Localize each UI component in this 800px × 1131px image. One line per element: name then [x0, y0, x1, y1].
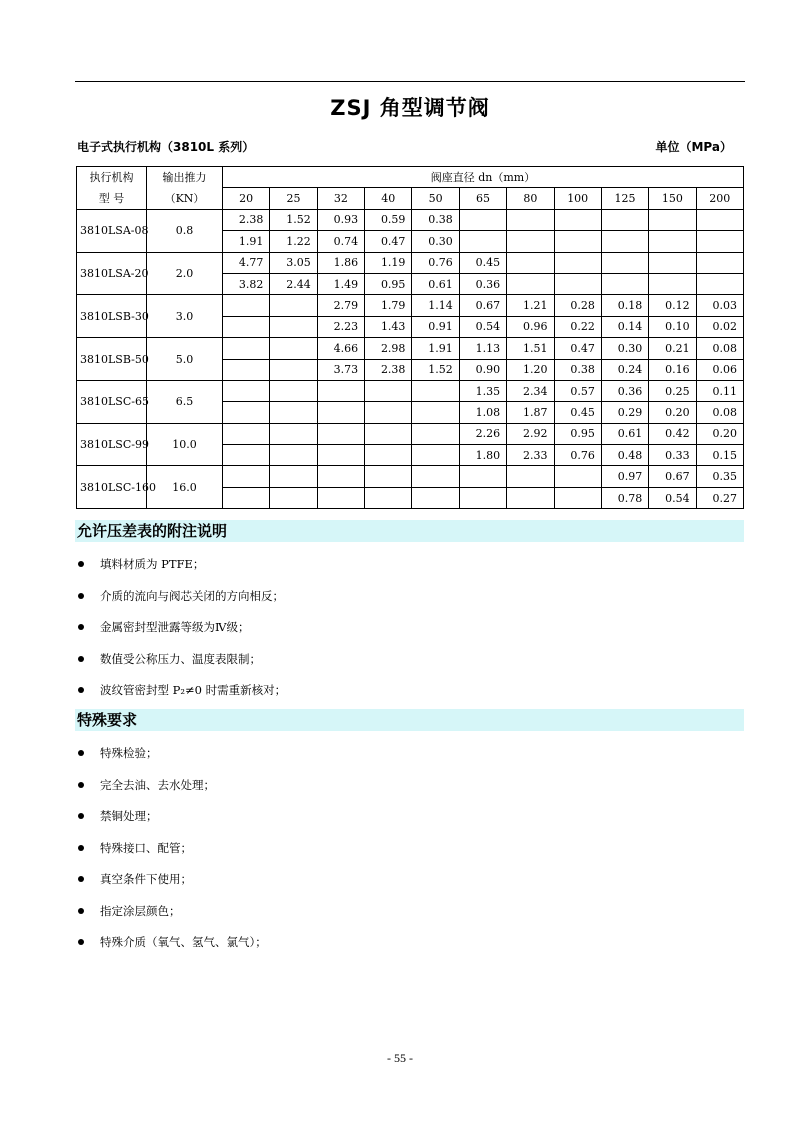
pressure-cell: 1.13 — [459, 338, 506, 359]
table-row — [77, 466, 744, 487]
pressure-cell: 1.08 — [459, 402, 506, 423]
pressure-cell — [223, 359, 270, 380]
pressure-cell: 1.35 — [459, 380, 506, 401]
pressure-cell: 0.91 — [412, 316, 459, 337]
pressure-table — [76, 166, 744, 509]
list-item-text: 填料材质为 PTFE； — [100, 557, 205, 571]
bullet-icon — [78, 656, 84, 662]
pressure-cell: 0.95 — [554, 423, 601, 444]
pressure-cell — [696, 209, 743, 230]
pressure-cell — [412, 487, 459, 508]
pressure-cell: 0.10 — [649, 316, 696, 337]
list-item-text: 数值受公称压力、温度表限制； — [100, 651, 261, 666]
page-title: ZSJ 角型调节阀 — [330, 96, 490, 120]
pressure-cell: 0.74 — [317, 231, 364, 252]
list-item — [77, 745, 267, 777]
pressure-cell: 0.24 — [601, 359, 648, 380]
pressure-cell — [507, 231, 554, 252]
list-item-text: 指定涂层颜色； — [100, 903, 181, 918]
pressure-cell: 0.20 — [649, 402, 696, 423]
pressure-cell: 2.26 — [459, 423, 506, 444]
pressure-cell — [317, 402, 364, 423]
pressure-cell — [317, 487, 364, 508]
pressure-cell: 1.52 — [412, 359, 459, 380]
dn-header-cell: 25 — [270, 188, 317, 209]
pressure-cell: 1.49 — [317, 273, 364, 294]
table-row — [77, 423, 744, 444]
pressure-cell: 0.45 — [459, 252, 506, 273]
pressure-cell: 0.16 — [649, 359, 696, 380]
table-row — [77, 338, 744, 359]
pressure-cell: 2.98 — [365, 338, 412, 359]
pressure-cell — [649, 231, 696, 252]
pressure-cell: 4.66 — [317, 338, 364, 359]
list-item — [77, 777, 267, 809]
pressure-cell — [270, 380, 317, 401]
table-row — [77, 252, 744, 273]
table-row — [77, 380, 744, 401]
pressure-cell: 0.38 — [554, 359, 601, 380]
pressure-cell — [223, 423, 270, 444]
output-force: 16.0 — [147, 466, 223, 509]
pressure-cell — [507, 487, 554, 508]
dn-header-cell: 32 — [317, 188, 364, 209]
notes-list — [77, 556, 286, 714]
pressure-cell: 1.80 — [459, 445, 506, 466]
pressure-cell: 0.54 — [649, 487, 696, 508]
bullet-icon — [78, 845, 84, 851]
pressure-cell: 2.44 — [270, 273, 317, 294]
pressure-cell: 0.59 — [365, 209, 412, 230]
pressure-cell: 0.93 — [317, 209, 364, 230]
pressure-cell: 0.35 — [696, 466, 743, 487]
header-force: 输出推力 — [147, 167, 223, 188]
page-number: - 55 - — [387, 1051, 413, 1065]
pressure-cell — [696, 273, 743, 294]
actuator-model: 3810LSB-30 — [77, 295, 147, 338]
pressure-cell — [412, 466, 459, 487]
pressure-cell — [507, 273, 554, 294]
pressure-cell: 0.25 — [649, 380, 696, 401]
header-force-unit: （KN） — [147, 188, 223, 209]
pressure-cell: 2.23 — [317, 316, 364, 337]
dn-header-cell: 125 — [601, 188, 648, 209]
pressure-cell — [223, 445, 270, 466]
pressure-cell — [223, 380, 270, 401]
list-item-text: 金属密封型泄露等级为Ⅳ级； — [100, 620, 250, 634]
pressure-cell — [554, 487, 601, 508]
pressure-cell: 0.11 — [696, 380, 743, 401]
actuator-model: 3810LSC-99 — [77, 423, 147, 466]
pressure-cell: 0.76 — [412, 252, 459, 273]
output-force: 10.0 — [147, 423, 223, 466]
pressure-cell — [601, 209, 648, 230]
pressure-cell: 2.92 — [507, 423, 554, 444]
pressure-cell: 3.05 — [270, 252, 317, 273]
pressure-cell: 0.47 — [554, 338, 601, 359]
pressure-cell — [223, 316, 270, 337]
pressure-cell — [412, 423, 459, 444]
pressure-cell — [649, 209, 696, 230]
pressure-cell: 0.08 — [696, 338, 743, 359]
list-item-text: 真空条件下使用； — [100, 872, 192, 886]
list-item-text: 特殊介质（氧气、氢气、氯气）； — [100, 935, 267, 949]
pressure-cell — [365, 445, 412, 466]
pressure-cell: 0.28 — [554, 295, 601, 316]
pressure-cell: 1.14 — [412, 295, 459, 316]
pressure-cell — [270, 316, 317, 337]
list-item — [77, 651, 286, 683]
header-actuator: 执行机构 — [77, 167, 147, 188]
pressure-cell — [223, 487, 270, 508]
actuator-model: 3810LSB-50 — [77, 338, 147, 381]
pressure-cell: 0.14 — [601, 316, 648, 337]
bullet-icon — [78, 813, 84, 819]
actuator-model: 3810LSC-160 — [77, 466, 147, 509]
pressure-cell — [223, 402, 270, 423]
pressure-cell — [601, 252, 648, 273]
pressure-cell — [554, 466, 601, 487]
pressure-cell — [412, 380, 459, 401]
pressure-cell — [459, 209, 506, 230]
pressure-cell — [554, 209, 601, 230]
pressure-cell: 0.47 — [365, 231, 412, 252]
pressure-cell: 1.91 — [223, 231, 270, 252]
pressure-cell: 2.79 — [317, 295, 364, 316]
pressure-cell: 0.36 — [601, 380, 648, 401]
pressure-cell: 0.61 — [601, 423, 648, 444]
pressure-cell — [412, 445, 459, 466]
special-heading: 特殊要求 — [77, 711, 138, 729]
pressure-cell — [365, 487, 412, 508]
pressure-cell: 0.96 — [507, 316, 554, 337]
pressure-cell: 1.87 — [507, 402, 554, 423]
table-row — [77, 295, 744, 316]
special-list — [77, 745, 267, 966]
bullet-icon — [78, 782, 84, 788]
pressure-cell: 0.30 — [412, 231, 459, 252]
bullet-icon — [78, 939, 84, 945]
pressure-cell — [317, 380, 364, 401]
table-row — [77, 209, 744, 230]
list-item — [77, 840, 267, 872]
output-force: 0.8 — [147, 209, 223, 252]
pressure-cell: 0.21 — [649, 338, 696, 359]
pressure-cell: 1.21 — [507, 295, 554, 316]
pressure-cell: 0.78 — [601, 487, 648, 508]
list-item-text: 介质的流向与阀芯关闭的方向相反； — [100, 588, 284, 603]
pressure-cell: 0.02 — [696, 316, 743, 337]
pressure-cell — [270, 487, 317, 508]
pressure-cell: 1.52 — [270, 209, 317, 230]
pressure-cell — [270, 423, 317, 444]
pressure-cell: 0.76 — [554, 445, 601, 466]
list-item-text: 波纹管密封型 P₂≠0 时需重新核对； — [100, 683, 287, 697]
pressure-cell: 0.30 — [601, 338, 648, 359]
actuator-model: 3810LSA-20 — [77, 252, 147, 295]
bullet-icon — [78, 908, 84, 914]
pressure-cell — [459, 231, 506, 252]
pressure-cell — [270, 295, 317, 316]
list-item — [77, 871, 267, 903]
dn-header-cell: 100 — [554, 188, 601, 209]
header-dn: 阀座直径 dn（mm） — [223, 167, 744, 188]
pressure-cell: 1.22 — [270, 231, 317, 252]
pressure-cell: 0.45 — [554, 402, 601, 423]
pressure-cell: 1.43 — [365, 316, 412, 337]
header-model: 型 号 — [77, 188, 147, 209]
pressure-cell: 0.54 — [459, 316, 506, 337]
pressure-cell — [412, 402, 459, 423]
pressure-cell: 0.95 — [365, 273, 412, 294]
bullet-icon — [78, 624, 84, 630]
pressure-cell — [317, 445, 364, 466]
pressure-cell — [507, 209, 554, 230]
pressure-cell — [507, 252, 554, 273]
dn-header-cell: 20 — [223, 188, 270, 209]
dn-header-cell: 40 — [365, 188, 412, 209]
pressure-cell: 0.12 — [649, 295, 696, 316]
pressure-cell: 1.86 — [317, 252, 364, 273]
list-item-text: 特殊检验； — [100, 746, 158, 760]
actuator-model: 3810LSA-08 — [77, 209, 147, 252]
dn-header-cell: 200 — [696, 188, 743, 209]
pressure-cell — [223, 338, 270, 359]
output-force: 2.0 — [147, 252, 223, 295]
pressure-cell — [601, 273, 648, 294]
bullet-icon — [78, 876, 84, 882]
pressure-cell — [270, 466, 317, 487]
dn-header-cell: 50 — [412, 188, 459, 209]
pressure-cell: 2.38 — [365, 359, 412, 380]
list-item — [77, 808, 267, 840]
pressure-cell: 1.91 — [412, 338, 459, 359]
list-item-text: 禁铜处理； — [100, 809, 158, 823]
pressure-cell: 0.29 — [601, 402, 648, 423]
pressure-cell: 0.27 — [696, 487, 743, 508]
list-item — [77, 556, 286, 588]
pressure-cell — [696, 231, 743, 252]
pressure-cell — [365, 402, 412, 423]
pressure-cell: 0.20 — [696, 423, 743, 444]
bullet-icon — [78, 561, 84, 567]
unit-label: 单位（MPa） — [655, 140, 732, 154]
pressure-cell — [317, 466, 364, 487]
pressure-cell: 0.06 — [696, 359, 743, 380]
pressure-cell — [270, 338, 317, 359]
dn-header-cell: 150 — [649, 188, 696, 209]
pressure-cell — [223, 295, 270, 316]
notes-heading: 允许压差表的附注说明 — [77, 522, 228, 540]
pressure-cell: 2.34 — [507, 380, 554, 401]
pressure-cell: 0.90 — [459, 359, 506, 380]
pressure-cell: 1.51 — [507, 338, 554, 359]
pressure-cell — [459, 466, 506, 487]
pressure-cell — [554, 231, 601, 252]
pressure-cell: 2.38 — [223, 209, 270, 230]
bullet-icon — [78, 687, 84, 693]
pressure-cell: 0.97 — [601, 466, 648, 487]
pressure-cell — [270, 445, 317, 466]
top-rule — [75, 81, 745, 82]
pressure-cell: 0.57 — [554, 380, 601, 401]
pressure-cell — [649, 252, 696, 273]
pressure-cell — [601, 231, 648, 252]
pressure-cell: 0.67 — [649, 466, 696, 487]
actuator-model: 3810LSC-65 — [77, 380, 147, 423]
list-item-text: 完全去油、去水处理； — [100, 777, 215, 792]
pressure-cell: 1.20 — [507, 359, 554, 380]
bullet-icon — [78, 593, 84, 599]
pressure-cell — [696, 252, 743, 273]
pressure-cell: 0.18 — [601, 295, 648, 316]
output-force: 3.0 — [147, 295, 223, 338]
pressure-cell: 2.33 — [507, 445, 554, 466]
special-section-bar — [75, 709, 744, 731]
pressure-cell: 0.36 — [459, 273, 506, 294]
pressure-cell — [270, 359, 317, 380]
output-force: 6.5 — [147, 380, 223, 423]
pressure-cell: 0.22 — [554, 316, 601, 337]
pressure-cell: 0.38 — [412, 209, 459, 230]
dn-header-cell: 65 — [459, 188, 506, 209]
list-item — [77, 934, 267, 966]
pressure-cell: 0.33 — [649, 445, 696, 466]
table-subtitle: 电子式执行机构（3810L 系列） — [77, 140, 255, 154]
pressure-cell: 0.61 — [412, 273, 459, 294]
pressure-cell — [365, 380, 412, 401]
list-item — [77, 588, 286, 620]
pressure-cell — [554, 273, 601, 294]
list-item-text: 特殊接口、配管； — [100, 840, 192, 855]
pressure-cell — [365, 423, 412, 444]
pressure-cell: 0.15 — [696, 445, 743, 466]
pressure-cell — [459, 487, 506, 508]
pressure-cell — [649, 273, 696, 294]
pressure-cell: 1.79 — [365, 295, 412, 316]
pressure-cell — [317, 423, 364, 444]
pressure-cell: 0.48 — [601, 445, 648, 466]
pressure-cell: 3.82 — [223, 273, 270, 294]
pressure-cell: 0.67 — [459, 295, 506, 316]
pressure-cell: 3.73 — [317, 359, 364, 380]
pressure-cell: 0.42 — [649, 423, 696, 444]
pressure-cell — [554, 252, 601, 273]
list-item — [77, 619, 286, 651]
pressure-cell — [223, 466, 270, 487]
pressure-cell: 1.19 — [365, 252, 412, 273]
pressure-cell: 0.03 — [696, 295, 743, 316]
pressure-cell: 4.77 — [223, 252, 270, 273]
pressure-cell: 0.08 — [696, 402, 743, 423]
dn-header-cell: 80 — [507, 188, 554, 209]
pressure-cell — [365, 466, 412, 487]
list-item — [77, 903, 267, 935]
pressure-cell — [507, 466, 554, 487]
output-force: 5.0 — [147, 338, 223, 381]
bullet-icon — [78, 750, 84, 756]
pressure-cell — [270, 402, 317, 423]
